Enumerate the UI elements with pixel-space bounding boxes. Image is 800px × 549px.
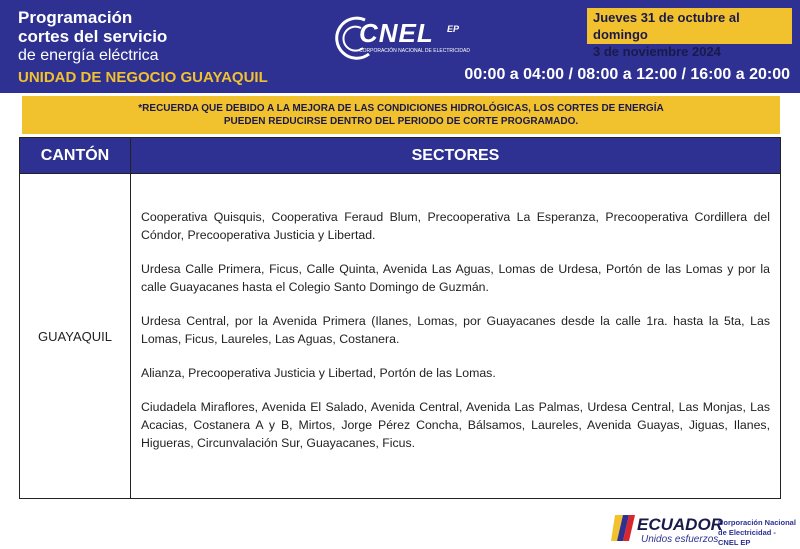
column-header-sectores: SECTORES [131, 138, 780, 173]
ecuador-logo [611, 513, 796, 547]
outage-hours: 00:00 a 04:00 / 08:00 a 12:00 / 16:00 a 20:00 [464, 66, 790, 83]
column-header-canton: CANTÓN [20, 138, 130, 173]
sector-paragraph: Alianza, Precooperativa Justicia y Libertad, Portón de las Lomas. [141, 366, 496, 380]
column-divider [130, 138, 131, 498]
business-unit-label: UNIDAD DE NEGOCIO GUAYAQUIL [18, 69, 268, 86]
schedule-table [19, 137, 781, 499]
sector-paragraph: Urdesa Central, por la Avenida Primera (Ilanes, Lomas, por Guayacanes desde la calle 1ra. hasta la 5ta, Las Lomas, Ficus, Laureles, Las Aguas, Costanera. [141, 314, 770, 346]
cnel-logo-subtitle: CORPORACIÓN NACIONAL DE ELECTRICIDAD [359, 48, 470, 54]
notice-banner [22, 96, 780, 134]
cnel-logo-text: CNEL [359, 18, 434, 48]
corporation-line-2: de Electricidad - CNEL EP [718, 528, 776, 547]
notice-line-1: *RECUERDA QUE DEBIDO A LA MEJORA DE LAS CONDICIONES HIDROLÓGICAS, LOS CORTES DE ENERGÍA [138, 103, 664, 114]
corporation-line-1: Corporación Nacional [718, 518, 796, 527]
canton-cell: GUAYAQUIL [38, 328, 112, 344]
date-line-2: 3 de noviembre 2024 [593, 44, 721, 59]
sectors-cell [141, 208, 770, 468]
title-line-1: Programación [18, 8, 133, 27]
date-line-1: Jueves 31 de octubre al domingo [593, 10, 740, 42]
ecuador-brand: ECUADOR [637, 515, 723, 534]
header-banner [0, 0, 800, 93]
header-divider [20, 173, 780, 174]
cnel-logo [335, 14, 470, 74]
date-range-box [587, 8, 792, 59]
corporation-name [718, 518, 798, 548]
flag-stripes-icon [611, 515, 637, 541]
title-line-3: de energía eléctrica [18, 47, 159, 64]
sector-paragraph: Ciudadela Miraflores, Avenida El Salado, Avenida Central, Avenida Las Palmas, Urdesa Central, Las Monjas, Las Acacias, Costanera A y B, Mirtos, Jorge Pérez Concha, Bálsamos, Laureles, Avenida Guayas, Jiguas, Ilanes, Higueras, Circunvalación Sur, Guayacanes, Ficus. [141, 400, 770, 450]
notice-line-2: PUEDEN REDUCIRSE DENTRO DEL PERIODO DE CORTE PROGRAMADO. [223, 116, 579, 127]
title-line-2: cortes del servicio [18, 27, 168, 46]
sector-paragraph: Urdesa Calle Primera, Ficus, Calle Quinta, Avenida Las Aguas, Lomas de Urdesa, Portón de las Lomas y por la calle Guayacanes hasta el Colegio Santo Domingo de Guzmán. [141, 262, 770, 294]
cnel-logo-suffix: EP [447, 24, 460, 34]
page-title [18, 8, 167, 65]
ecuador-tagline: Unidos esfuerzos [641, 534, 719, 545]
sector-paragraph: Cooperativa Quisquis, Cooperativa Feraud Blum, Precooperativa La Esperanza, Precooperativa Cordillera del Cóndor, Precooperativa Justicia y Libertad. [141, 210, 770, 242]
